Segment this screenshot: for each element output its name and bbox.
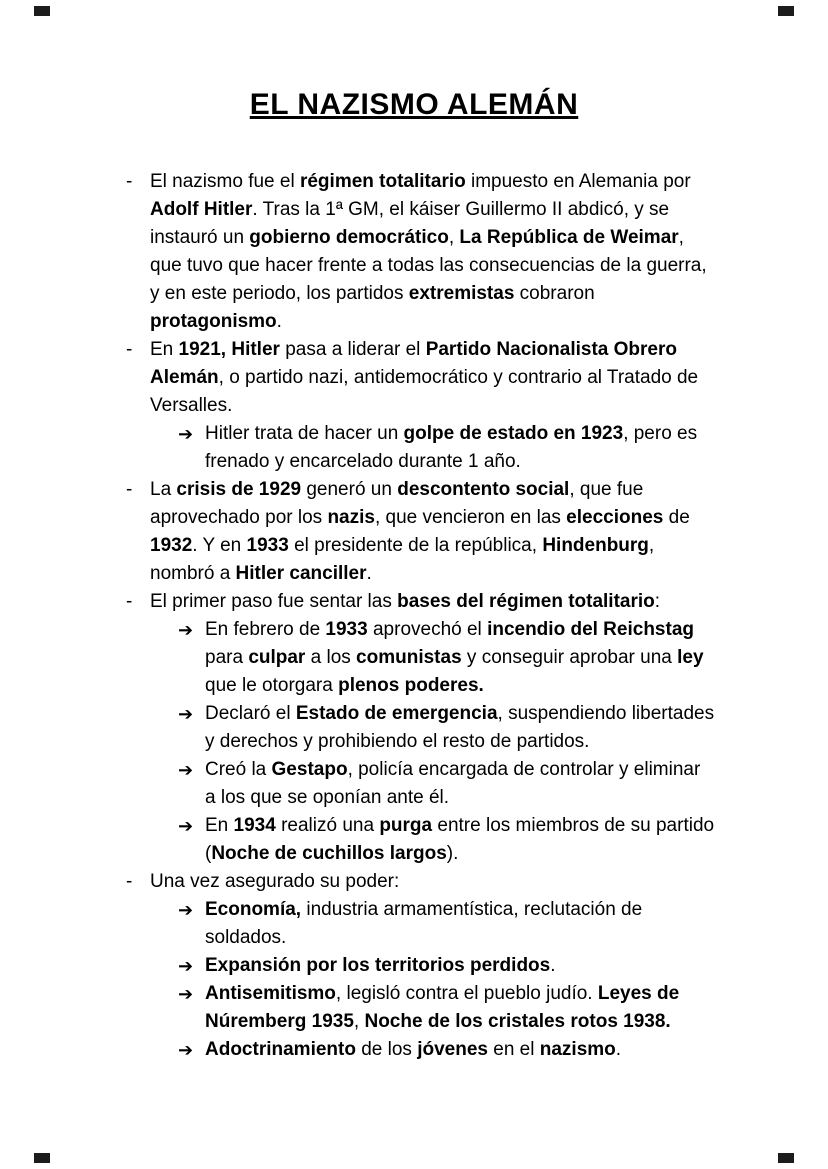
sub-bullet-item: [178, 616, 716, 700]
text-segment: ).: [446, 843, 459, 864]
bold-text-segment: culpar: [248, 647, 306, 668]
bold-text-segment: Expansión por los territorios perdidos: [205, 955, 551, 976]
bullet-text: [205, 616, 716, 700]
arrow-marker-icon: ➔: [178, 424, 194, 444]
text-segment: industria armamentística, reclutación de soldados.: [205, 899, 643, 948]
bullet-item: [126, 336, 716, 420]
corner-mark: [34, 1153, 50, 1163]
text-segment: aprovechó el: [367, 619, 488, 640]
text-segment: realizó una: [275, 815, 380, 836]
text-segment: , legisló contra el pueblo judío.: [335, 983, 598, 1004]
bold-text-segment: Hindenburg: [542, 535, 649, 556]
bold-text-segment: comunistas: [356, 647, 462, 668]
bold-text-segment: Adolf Hitler: [150, 199, 253, 220]
bold-text-segment: nazismo: [539, 1039, 616, 1060]
text-segment: que le otorgara: [205, 675, 339, 696]
bullet-text: [205, 952, 716, 980]
sub-bullet-item: [178, 756, 716, 812]
bold-text-segment: Antisemitismo: [205, 983, 336, 1004]
bold-text-segment: jóvenes: [417, 1039, 488, 1060]
text-segment: , que vencieron en las: [374, 507, 567, 528]
text-segment: de: [663, 507, 690, 528]
bold-text-segment: Adoctrinamiento: [205, 1039, 356, 1060]
bold-text-segment: 1934: [233, 815, 276, 836]
text-segment: , pero es frenado y encarcelado durante 1 año.: [205, 423, 698, 472]
dash-marker: -: [126, 591, 133, 612]
text-segment: Hitler trata de hacer un: [205, 423, 404, 444]
corner-mark: [34, 6, 50, 16]
text-segment: ,: [353, 1011, 365, 1032]
bold-text-segment: 1921, Hitler: [178, 339, 280, 360]
arrow-marker-icon: ➔: [178, 984, 194, 1004]
text-segment: .: [615, 1039, 622, 1060]
bullet-text: [205, 812, 716, 868]
sub-bullet-item: [178, 952, 716, 980]
bullet-text: [150, 476, 716, 588]
bold-text-segment: Hitler canciller: [235, 563, 367, 584]
text-segment: La: [150, 479, 177, 500]
text-segment: , suspendiendo libertades y derechos y prohibiendo el resto de partidos.: [205, 703, 715, 752]
bullet-text: [205, 420, 716, 476]
dash-marker: -: [126, 339, 133, 360]
text-segment: y conseguir aprobar una: [461, 647, 678, 668]
bold-text-segment: Estado de emergencia: [295, 703, 498, 724]
sub-bullet-item: [178, 980, 716, 1036]
bold-text-segment: crisis de 1929: [176, 479, 302, 500]
arrow-marker-icon: ➔: [178, 816, 194, 836]
bullet-list: [126, 168, 716, 1064]
text-segment: .: [550, 955, 556, 976]
text-segment: . Y en: [192, 535, 247, 556]
text-segment: Declaró el: [205, 703, 296, 724]
bold-text-segment: plenos poderes.: [338, 675, 484, 696]
bold-text-segment: incendio del Reichstag: [487, 619, 694, 640]
arrow-marker-icon: ➔: [178, 620, 194, 640]
text-segment: El nazismo fue el: [150, 171, 300, 192]
bold-text-segment: bases del régimen totalitario: [397, 591, 655, 612]
text-segment: :: [654, 591, 661, 612]
text-segment: . Tras la 1ª GM, el káiser Guillermo II abdicó, y se instauró un: [150, 199, 670, 248]
arrow-marker-icon: ➔: [178, 760, 194, 780]
bold-text-segment: Leyes de Núremberg 1935: [205, 983, 680, 1032]
bullet-text: [205, 896, 716, 952]
arrow-marker-icon: ➔: [178, 704, 194, 724]
text-segment: de los: [355, 1039, 418, 1060]
text-segment: En: [205, 815, 234, 836]
bullet-text: [150, 168, 716, 336]
bold-text-segment: Noche de los cristales rotos 1938.: [364, 1011, 671, 1032]
bullet-text: [205, 980, 716, 1036]
bold-text-segment: gobierno democrático: [249, 227, 449, 248]
bold-text-segment: régimen totalitario: [299, 171, 466, 192]
text-segment: para: [205, 647, 249, 668]
page-title: EL NAZISMO ALEMÁN: [249, 88, 579, 121]
text-segment: pasa a liderar el: [279, 339, 426, 360]
text-segment: el presidente de la república,: [288, 535, 543, 556]
bullet-text: [205, 700, 716, 756]
bold-text-segment: purga: [379, 815, 433, 836]
text-segment: .: [276, 311, 282, 332]
text-segment: cobraron: [514, 283, 595, 304]
dash-marker: -: [126, 871, 133, 892]
text-segment: .: [366, 563, 372, 584]
sub-bullet-item: [178, 420, 716, 476]
bullet-text: [150, 336, 716, 420]
sub-bullet-item: [178, 896, 716, 952]
sub-bullet-item: [178, 812, 716, 868]
bold-text-segment: descontento social: [397, 479, 570, 500]
bold-text-segment: Noche de cuchillos largos: [211, 843, 447, 864]
text-segment: , o partido nazi, antidemocrático y contrario al Tratado de Versalles.: [150, 367, 699, 416]
corner-mark: [778, 6, 794, 16]
bullet-text: [150, 868, 716, 896]
bold-text-segment: ley: [677, 647, 704, 668]
arrow-marker-icon: ➔: [178, 1040, 194, 1060]
sub-bullet-item: [178, 1036, 716, 1064]
bold-text-segment: golpe de estado en 1923: [403, 423, 624, 444]
bold-text-segment: extremistas: [408, 283, 515, 304]
arrow-marker-icon: ➔: [178, 900, 194, 920]
dash-marker: -: [126, 479, 133, 500]
text-segment: generó un: [301, 479, 398, 500]
bullet-item: [126, 168, 716, 336]
bold-text-segment: 1933: [246, 535, 289, 556]
bold-text-segment: 1932: [150, 535, 193, 556]
text-segment: Una vez asegurado su poder:: [150, 871, 400, 892]
bold-text-segment: Gestapo: [271, 759, 348, 780]
bullet-text: [205, 756, 716, 812]
bullet-text: [150, 588, 716, 616]
bold-text-segment: 1933: [325, 619, 368, 640]
text-segment: , que tuvo que hacer frente a todas las consecuencias de la guerra, y en este periodo, los partidos: [150, 227, 707, 304]
arrow-marker-icon: ➔: [178, 956, 194, 976]
bold-text-segment: Partido Nacionalista Obrero Alemán: [150, 339, 677, 388]
text-segment: , nombró a: [150, 535, 655, 584]
bold-text-segment: La República de Weimar: [459, 227, 679, 248]
sub-bullet-item: [178, 700, 716, 756]
bold-text-segment: protagonismo: [150, 311, 277, 332]
bullet-item: [126, 588, 716, 616]
text-segment: ,: [448, 227, 460, 248]
text-segment: El primer paso fue sentar las: [150, 591, 398, 612]
text-segment: , policía encargada de controlar y eliminar a los que se oponían ante él.: [205, 759, 701, 808]
bullet-text: [205, 1036, 716, 1064]
bold-text-segment: Economía,: [205, 899, 302, 920]
bullet-item: [126, 868, 716, 896]
text-segment: entre los miembros de su partido (: [205, 815, 715, 864]
bold-text-segment: nazis: [327, 507, 375, 528]
bold-text-segment: elecciones: [566, 507, 664, 528]
text-segment: Creó la: [205, 759, 272, 780]
text-segment: En febrero de: [205, 619, 326, 640]
text-segment: en el: [487, 1039, 540, 1060]
corner-mark: [778, 1153, 794, 1163]
dash-marker: -: [126, 171, 133, 192]
text-segment: impuesto en Alemania por: [465, 171, 691, 192]
text-segment: , que fue aprovechado por los: [150, 479, 644, 528]
bullet-item: [126, 476, 716, 588]
text-segment: a los: [305, 647, 357, 668]
text-segment: En: [150, 339, 179, 360]
